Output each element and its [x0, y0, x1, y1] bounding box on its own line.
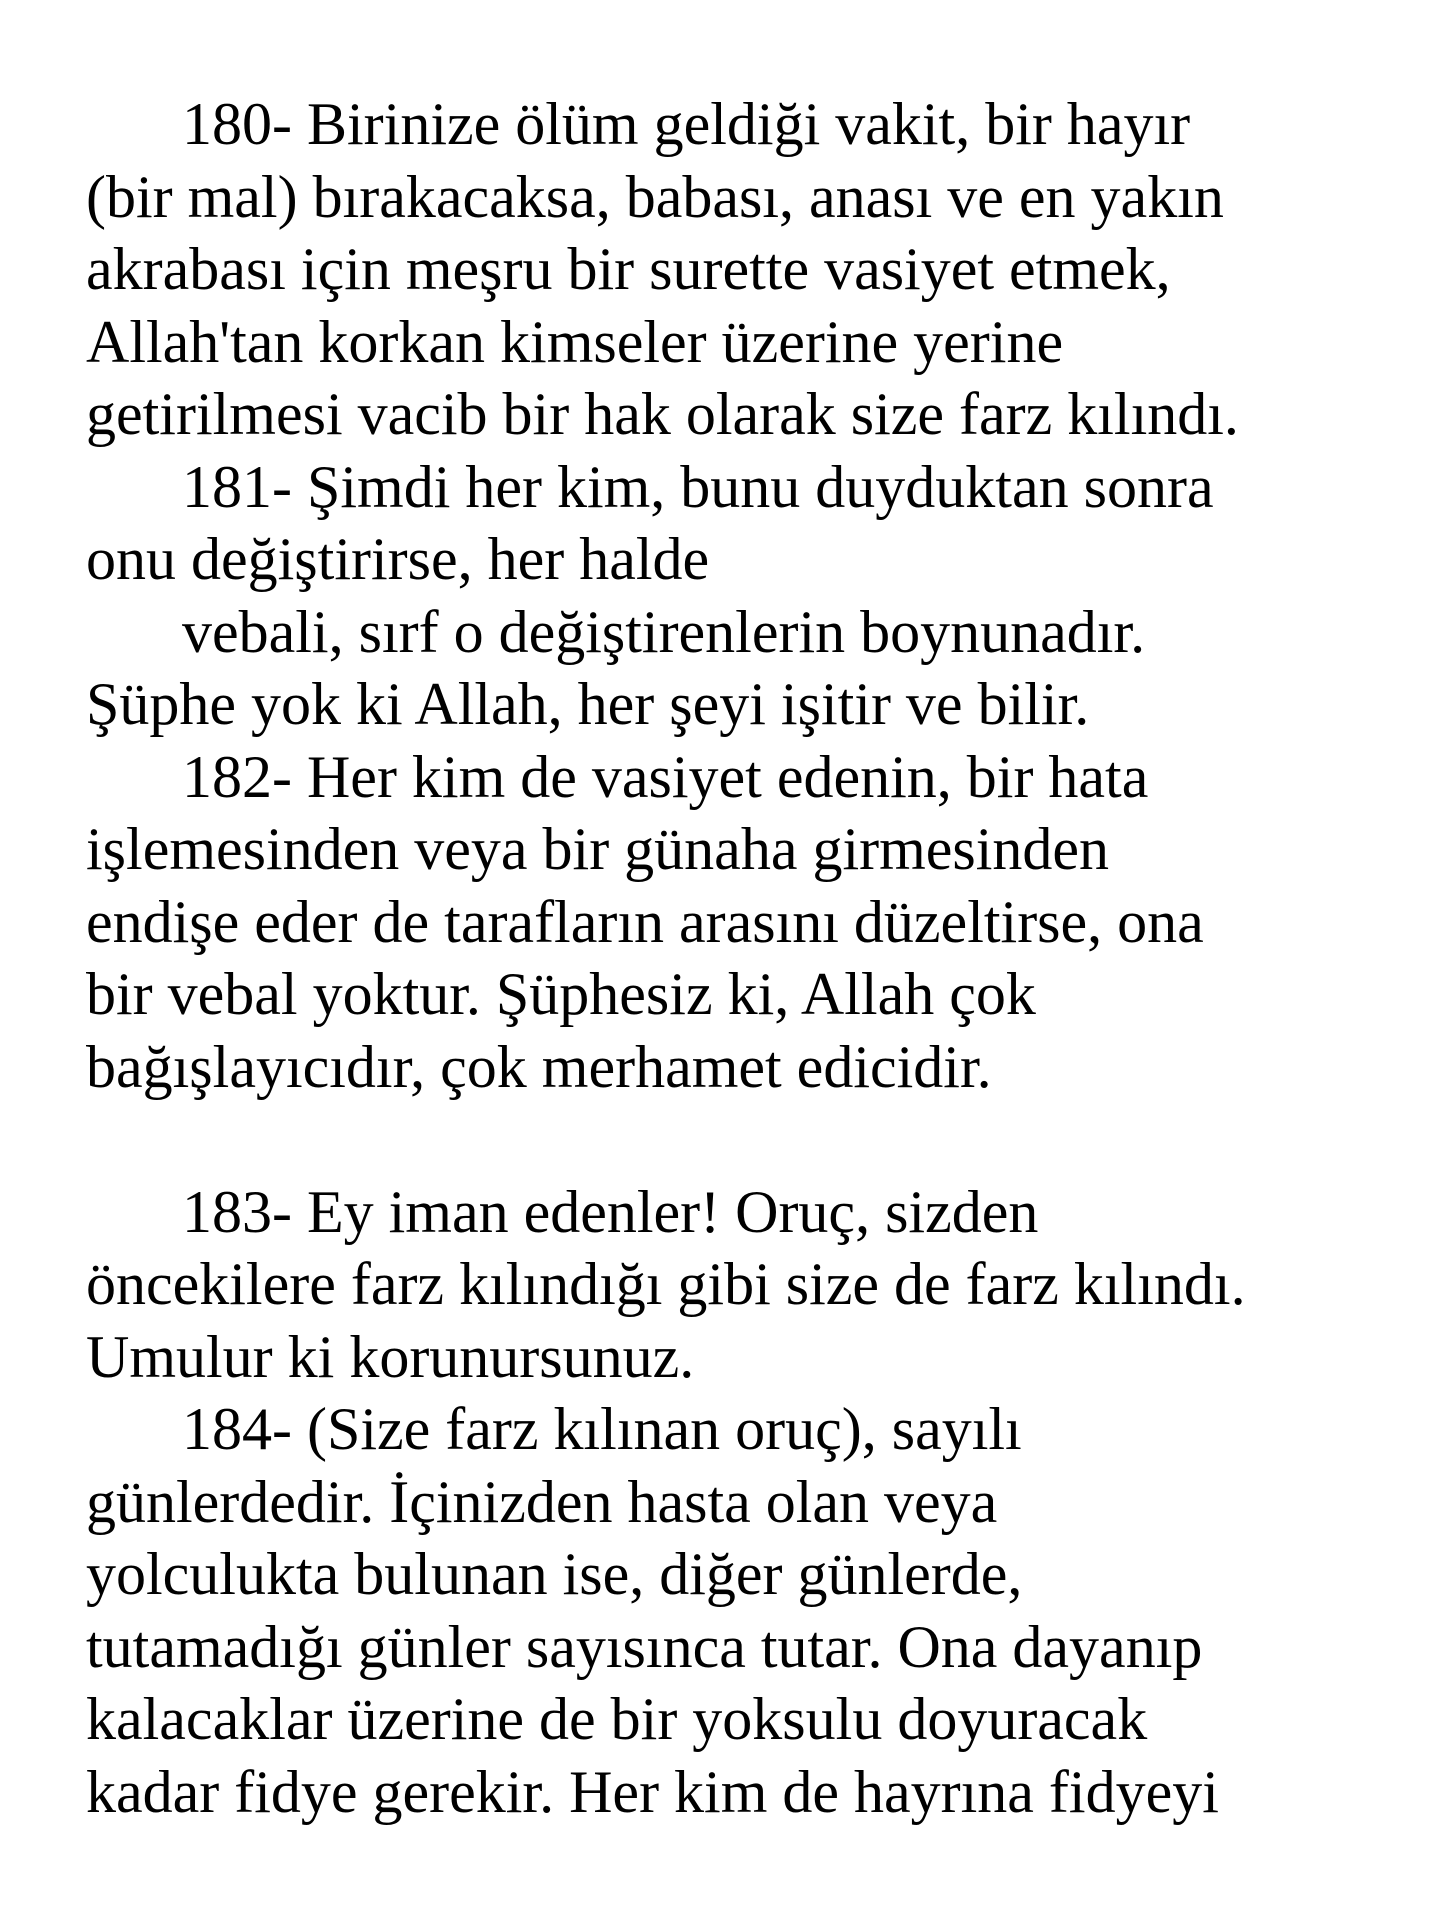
verse-182-line-2: işlemesinden veya bir günaha girmesinden — [86, 816, 1110, 882]
verse-183-line-2: öncekilere farz kılındığı gibi size de farz kılındı. — [86, 1251, 1246, 1317]
verse-184-line-6: kadar fidye gerekir. Her kim de hayrına fidyeyi — [86, 1758, 1219, 1825]
verse-180-line-5: getirilmesi vacib bir hak olarak size farz kılındı. — [86, 381, 1239, 447]
verse-184-line-3: yolculukta bulunan ise, diğer günlerde, — [86, 1541, 1023, 1607]
verse-183-line-3: Umulur ki korunursunuz. — [86, 1323, 695, 1390]
verse-181-line-4: Şüphe yok ki Allah, her şeyi işitir ve bilir. — [86, 671, 1090, 737]
verse-182-line-3: endişe eder de tarafların arasını düzeltirse, ona — [86, 888, 1204, 955]
verse-181-line-3: vebali, sırf o değiştirenlerin boynunadır. — [182, 598, 1146, 665]
document-page — [86, 88, 1416, 1828]
paragraph-gap — [86, 1103, 1416, 1176]
verse-180-line-1: 180- Birinize ölüm geldiği vakit, bir hayır — [182, 91, 1191, 157]
verse-183-line-1: 183- Ey iman edenler! Oruç, sizden — [182, 1178, 1039, 1245]
verse-182-line-4: bir vebal yoktur. Şüphesiz ki, Allah çok — [86, 961, 1036, 1027]
verse-181-line-2: onu değiştirirse, her halde — [86, 526, 710, 592]
verse-181-line-1: 181- Şimdi her kim, bunu duyduktan sonra — [182, 453, 1214, 520]
verse-180-line-3: akrabası için meşru bir surette vasiyet etmek, — [86, 236, 1171, 302]
verse-182-line-1: 182- Her kim de vasiyet edenin, bir hata — [182, 743, 1149, 810]
verse-182-line-5: bağışlayıcıdır, çok merhamet edicidir. — [86, 1033, 992, 1100]
verse-184-line-2: günlerdedir. İçinizden hasta olan veya — [86, 1468, 998, 1535]
verse-180-line-4: Allah'tan korkan kimseler üzerine yerine — [86, 308, 1064, 375]
verse-180-line-2: (bir mal) bırakacaksa, babası, anası ve en yakın — [86, 163, 1224, 230]
verse-184-line-5: kalacaklar üzerine de bir yoksulu doyuracak — [86, 1686, 1148, 1752]
verse-184-line-4: tutamadığı günler sayısınca tutar. Ona dayanıp — [86, 1613, 1203, 1680]
verse-184-line-1: 184- (Size farz kılınan oruç), sayılı — [182, 1396, 1022, 1462]
